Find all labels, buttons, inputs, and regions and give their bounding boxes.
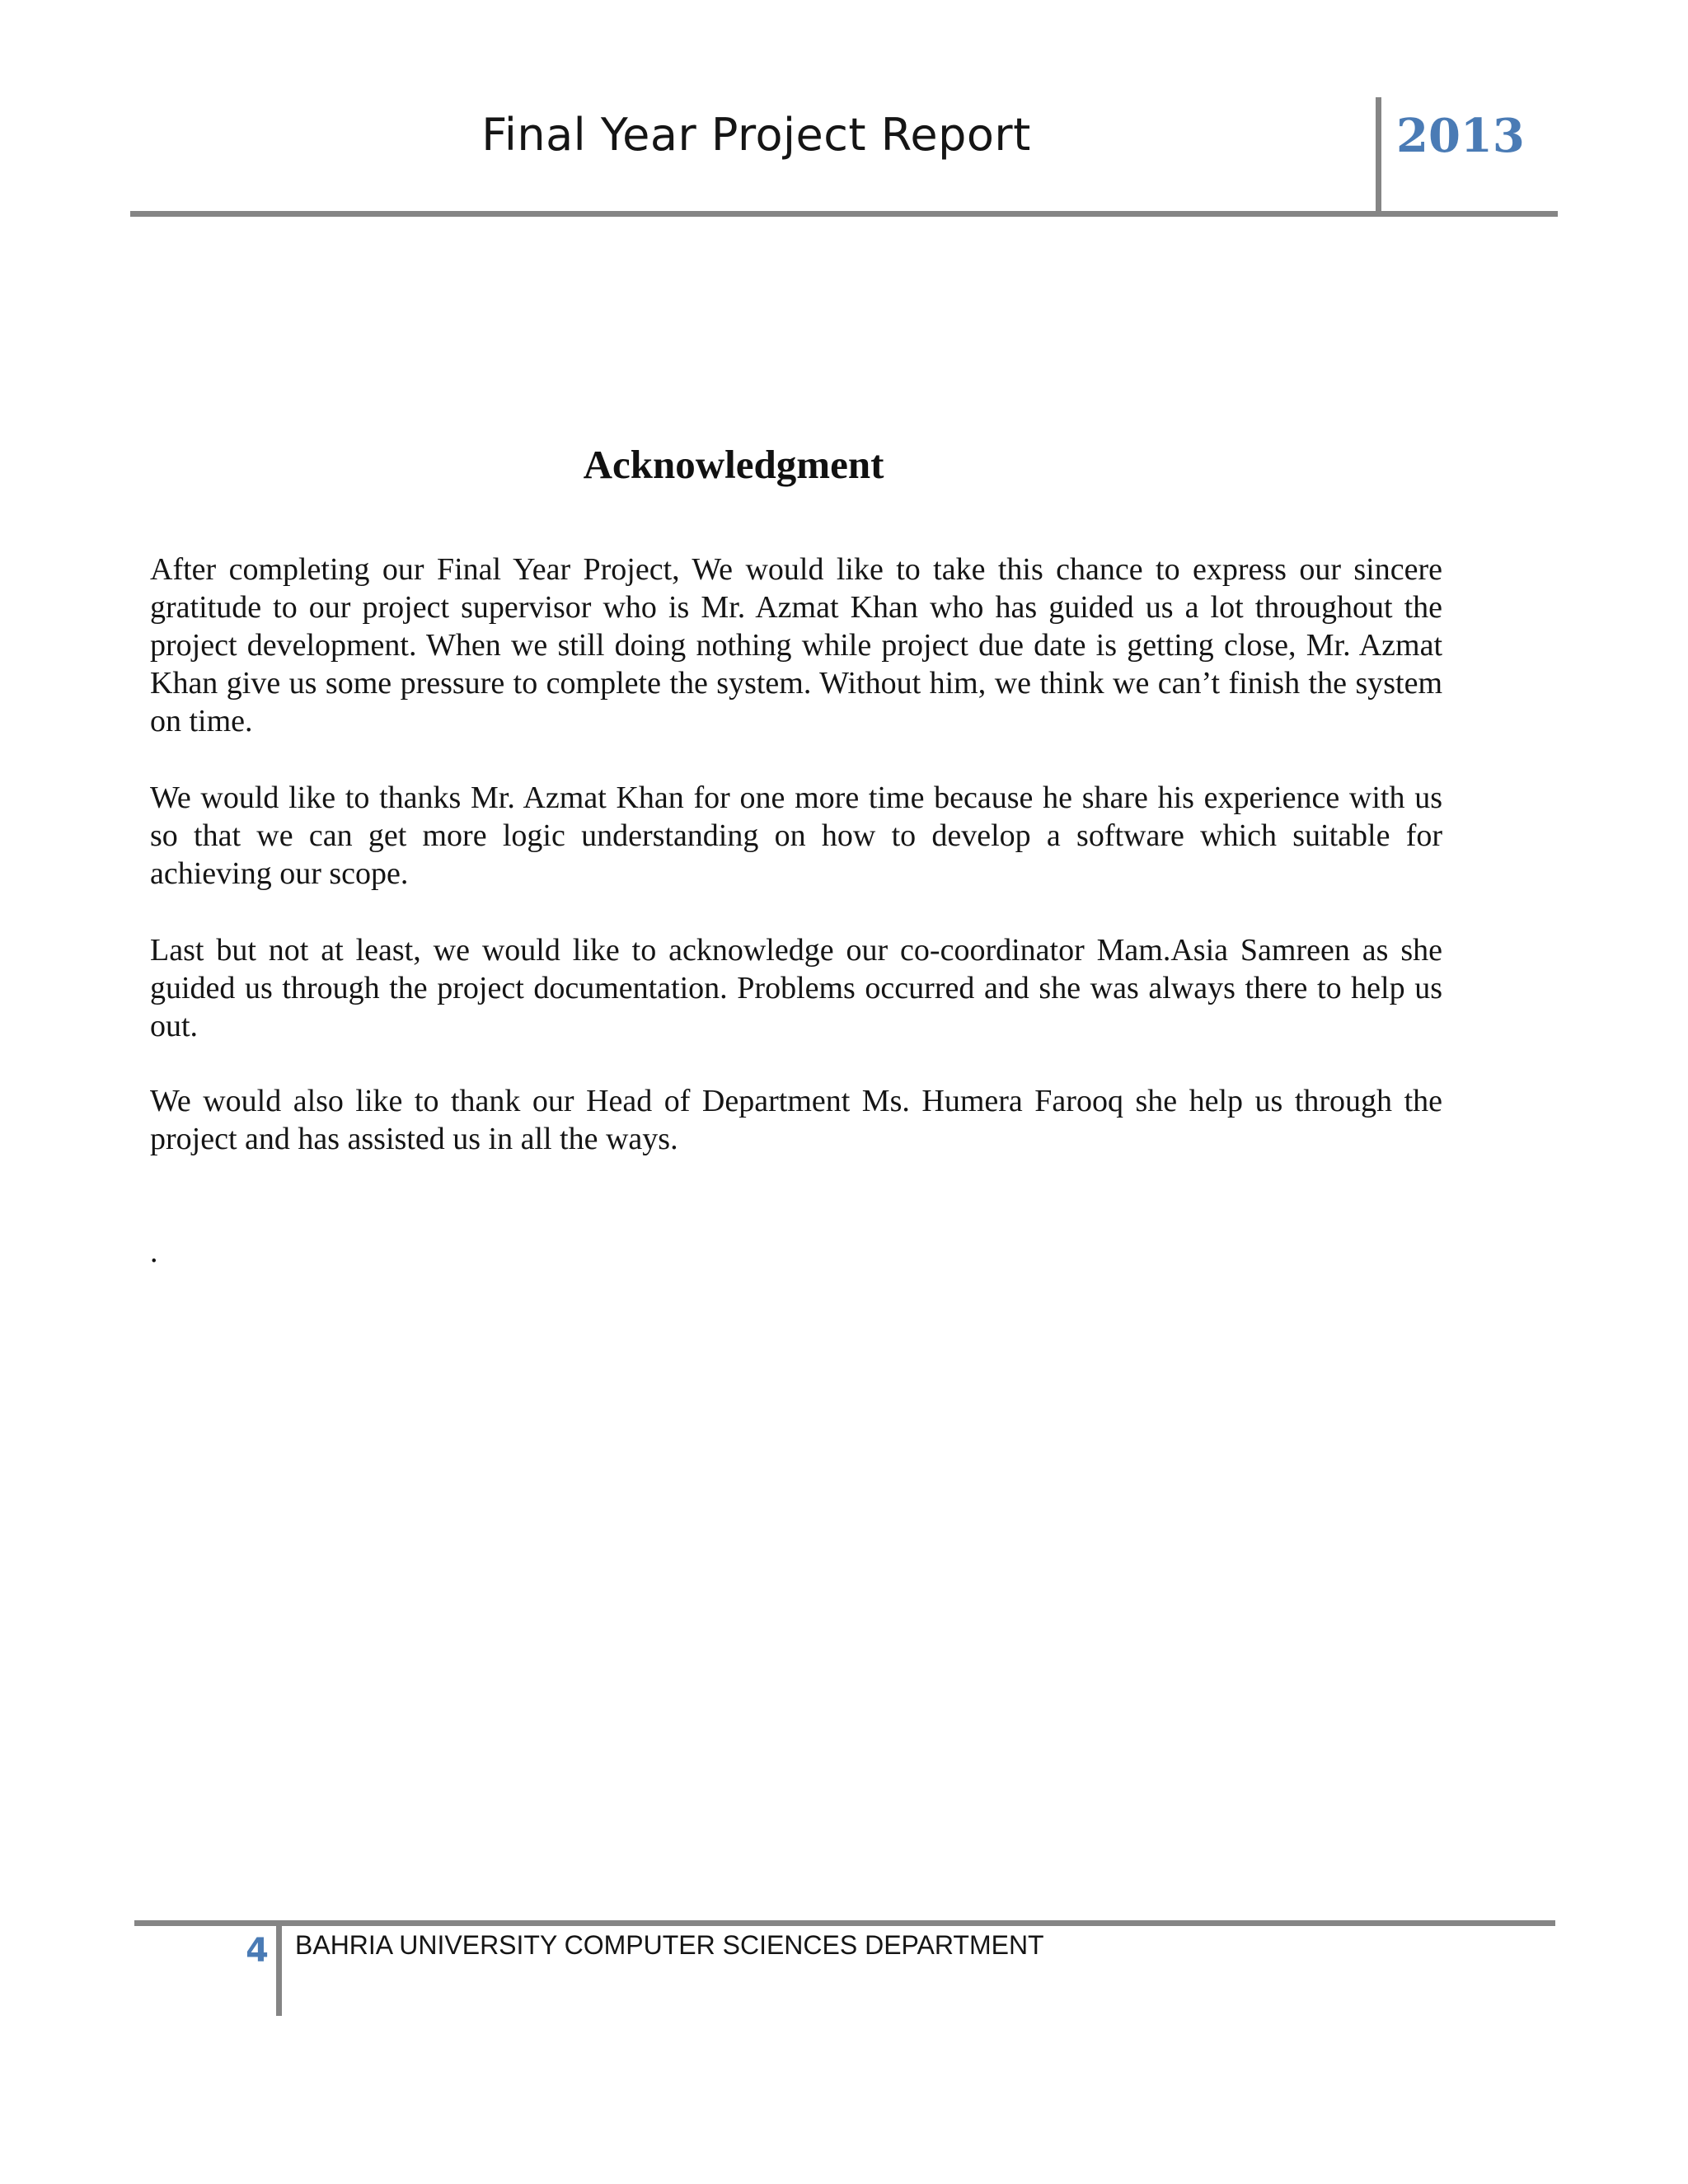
paragraph-thanks-again: We would like to thanks Mr. Azmat Khan for one more time because he share his experience with us so that we can get more logic understanding on how to develop a software which suitable for achieving our scope. [150,780,1442,891]
footer-department: BAHRIA UNIVERSITY COMPUTER SCIENCES DEPARTMENT [295,1930,1044,1960]
header-title: Final Year Project Report [481,109,1031,161]
paragraph-supervisor: After completing our Final Year Project, We would like to take this chance to express our sincere gratitude to our project supervisor who is Mr. Azmat Khan who has guided us a lot throughout the project development. When we still doing nothing while project due date is getting close, Mr. Azmat Khan give us some pressure to complete the system. Without him, we think we can’t finish the system on time. [150,552,1442,738]
paragraph-coordinator: Last but not at least, we would like to acknowledge our co-coordinator Mam.Asia Samreen as she guided us through the project documentation. Problems occurred and she was always there to help us out. [150,933,1442,1043]
page-heading: Acknowledgment [583,442,884,487]
footer-divider-horizontal [134,1920,1555,1926]
paragraph-head-of-department: We would also like to thank our Head of Department Ms. Humera Farooq she help us through the project and has assisted us in all the ways. [150,1084,1442,1156]
header-divider-horizontal [130,211,1558,217]
footer-divider-vertical [276,1920,282,2016]
header-divider-vertical [1376,97,1381,216]
trailing-mark: . [150,1235,158,1269]
page-number: 4 [246,1932,269,1970]
header-year: 2013 [1396,109,1525,163]
